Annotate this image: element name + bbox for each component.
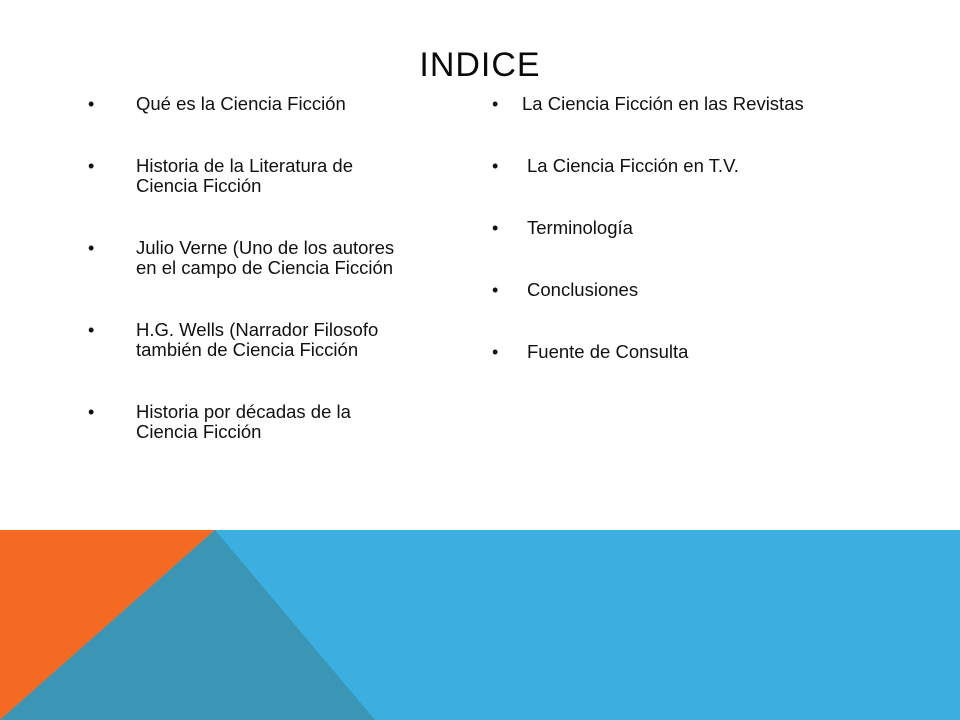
list-item-label: Fuente de Consulta <box>527 341 689 362</box>
list-item-label: Historia de la Literatura de Ciencia Ficción <box>136 155 353 196</box>
list-item-label: H.G. Wells (Narrador Filosofo también de Ciencia Ficción <box>136 319 379 360</box>
list-item <box>492 156 812 176</box>
slide-title: INDICE <box>419 46 541 84</box>
list-item-label: Conclusiones <box>527 279 639 300</box>
list-item <box>492 94 812 114</box>
bullet-icon: • <box>88 238 95 258</box>
bullet-icon: • <box>492 156 499 176</box>
list-item-label: Historia por décadas de la Ciencia Ficción <box>136 401 351 442</box>
list-item <box>492 280 812 300</box>
bullet-icon: • <box>88 94 95 114</box>
list-item <box>88 238 408 278</box>
list-item-label: La Ciencia Ficción en las Revistas <box>522 93 804 114</box>
bullet-icon: • <box>88 320 95 340</box>
list-item-label: Julio Verne (Uno de los autores en el campo de Ciencia Ficción <box>136 237 395 278</box>
bullet-icon: • <box>492 280 499 300</box>
list-item <box>88 156 408 196</box>
bullet-icon: • <box>492 94 499 114</box>
index-list-right <box>492 94 812 362</box>
index-list-left <box>88 94 408 442</box>
bullet-icon: • <box>88 156 95 176</box>
bullet-icon: • <box>492 342 499 362</box>
list-item <box>492 218 812 238</box>
list-item <box>88 320 408 360</box>
list-item-label: Terminología <box>527 217 633 238</box>
bullet-icon: • <box>492 218 499 238</box>
list-item-label: Qué es la Ciencia Ficción <box>136 93 346 114</box>
list-item <box>492 342 812 362</box>
list-item-label: La Ciencia Ficción en T.V. <box>527 155 739 176</box>
list-item <box>88 94 408 114</box>
decorative-footer-band <box>0 530 960 720</box>
list-item <box>88 402 408 442</box>
bullet-icon: • <box>88 402 95 422</box>
